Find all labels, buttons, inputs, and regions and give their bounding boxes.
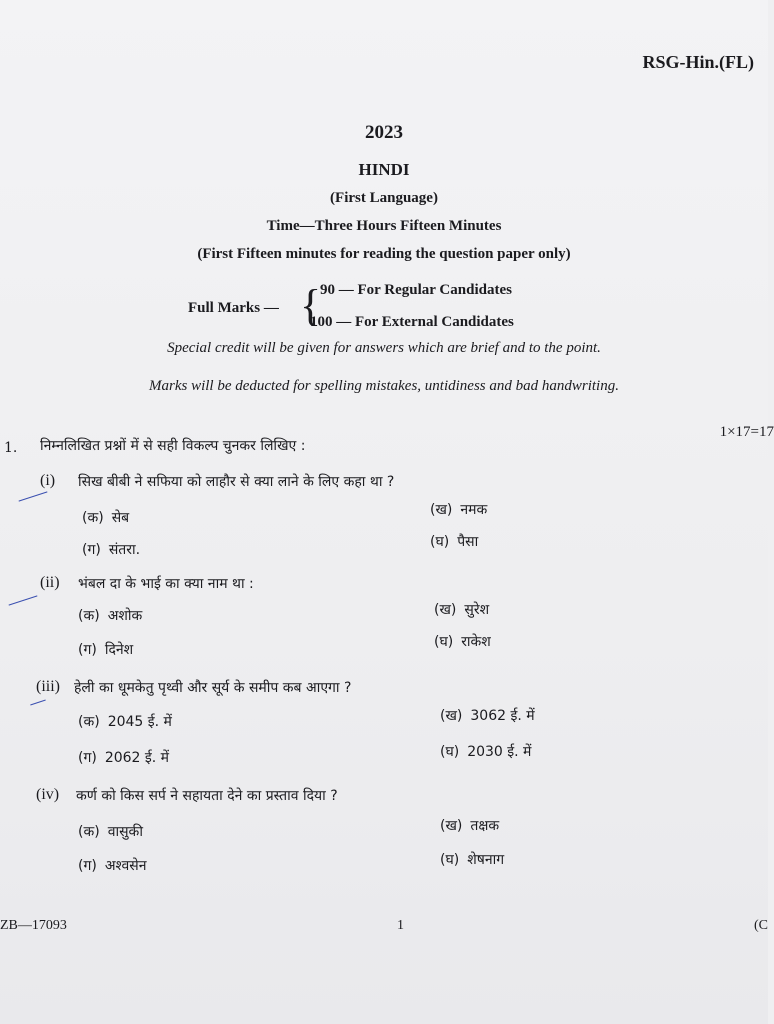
page-number: 1 bbox=[397, 918, 404, 933]
option-label: (क) bbox=[78, 824, 100, 840]
option-label: (घ) bbox=[430, 534, 450, 550]
option bbox=[78, 712, 172, 731]
option bbox=[430, 532, 478, 551]
sub-question-number: (i) bbox=[40, 472, 56, 489]
paper-code: RSG-Hin.(FL) bbox=[642, 52, 754, 72]
question-number: 1. bbox=[4, 440, 18, 456]
option bbox=[78, 640, 133, 659]
option bbox=[82, 508, 129, 527]
option-text: सुरेश bbox=[464, 602, 490, 618]
option-label: (क) bbox=[78, 714, 100, 730]
option bbox=[78, 606, 142, 625]
marks-external: 100 — For External Candidates bbox=[310, 314, 514, 330]
option-label: (ख) bbox=[440, 818, 463, 834]
option-text: 2045 ई. में bbox=[107, 714, 172, 730]
sub-question-text: हेली का धूमकेतु पृथ्वी और सूर्य के समीप कब आएगा ? bbox=[74, 680, 352, 696]
sub-question-text: भंबल दा के भाई का क्या नाम था : bbox=[78, 576, 254, 592]
marks-regular: 90 — For Regular Candidates bbox=[320, 282, 512, 298]
footer-continued: (C bbox=[754, 918, 768, 933]
option-text: तक्षक bbox=[470, 818, 500, 834]
option-label: (घ) bbox=[440, 744, 460, 760]
reading-time-note: (First Fifteen minutes for reading the question paper only) bbox=[197, 246, 571, 262]
sub-question-text: कर्ण को किस सर्प ने सहायता देने का प्रस्ताव दिया ? bbox=[76, 788, 338, 804]
option-text: संतरा. bbox=[108, 542, 141, 558]
sub-question-number: (iii) bbox=[36, 678, 60, 695]
pen-mark bbox=[30, 700, 46, 706]
option bbox=[78, 822, 143, 841]
pen-mark bbox=[19, 491, 48, 501]
option-text: सेब bbox=[111, 510, 130, 526]
question-instruction: निम्नलिखित प्रश्नों में से सही विकल्प चुनकर लिखिए : bbox=[40, 438, 306, 454]
option-label: (ख) bbox=[434, 602, 457, 618]
option bbox=[434, 632, 491, 651]
option bbox=[440, 816, 499, 835]
option-label: (क) bbox=[82, 510, 104, 526]
option-label: (ग) bbox=[78, 642, 97, 658]
option bbox=[430, 500, 487, 519]
time-allowed: Time—Three Hours Fifteen Minutes bbox=[266, 218, 502, 234]
option-label: (ग) bbox=[82, 542, 101, 558]
option-label: (ख) bbox=[430, 502, 453, 518]
sub-question-number: (ii) bbox=[40, 574, 60, 591]
language-note: (First Language) bbox=[330, 190, 438, 206]
subject-title: HINDI bbox=[358, 160, 410, 179]
option-text: 2062 ई. में bbox=[104, 750, 170, 766]
option-label: (घ) bbox=[434, 634, 454, 650]
footer-code: ZB—17093 bbox=[0, 918, 67, 933]
option-text: 3062 ई. में bbox=[470, 708, 535, 724]
option-label: (ग) bbox=[78, 858, 97, 874]
option-text: दिनेश bbox=[104, 642, 134, 658]
option-text: 2030 ई. में bbox=[467, 744, 532, 760]
option-text: अशोक bbox=[107, 608, 143, 624]
question-marks: 1×17=17 bbox=[719, 424, 774, 440]
option-label: (ग) bbox=[78, 750, 97, 766]
pen-mark bbox=[9, 595, 38, 605]
full-marks-label: Full Marks — bbox=[188, 300, 279, 316]
option-label: (ख) bbox=[440, 708, 463, 724]
option bbox=[440, 742, 531, 761]
option-text: वासुकी bbox=[107, 824, 143, 840]
deduction-note: Marks will be deducted for spelling mistakes, untidiness and bad handwriting. bbox=[149, 378, 619, 394]
option-label: (क) bbox=[78, 608, 100, 624]
option-text: शेषनाग bbox=[467, 852, 505, 868]
credit-note: Special credit will be given for answers which are brief and to the point. bbox=[167, 340, 601, 356]
option-text: राकेश bbox=[461, 634, 491, 650]
option bbox=[440, 850, 504, 869]
full-marks-block bbox=[188, 278, 608, 338]
option bbox=[78, 856, 146, 875]
sub-question-text: सिख बीबी ने सफिया को लाहौर से क्या लाने के लिए कहा था ? bbox=[78, 474, 395, 490]
sub-question-number: (iv) bbox=[36, 786, 60, 803]
option bbox=[78, 748, 169, 767]
option-label: (घ) bbox=[440, 852, 460, 868]
option bbox=[434, 600, 489, 619]
option-text: नमक bbox=[460, 502, 488, 518]
option-text: पैसा bbox=[457, 534, 479, 550]
exam-year: 2023 bbox=[365, 122, 403, 143]
option-text: अश्वसेन bbox=[104, 858, 147, 874]
option bbox=[440, 706, 535, 725]
option bbox=[82, 540, 140, 559]
brace-icon: { bbox=[300, 281, 322, 330]
